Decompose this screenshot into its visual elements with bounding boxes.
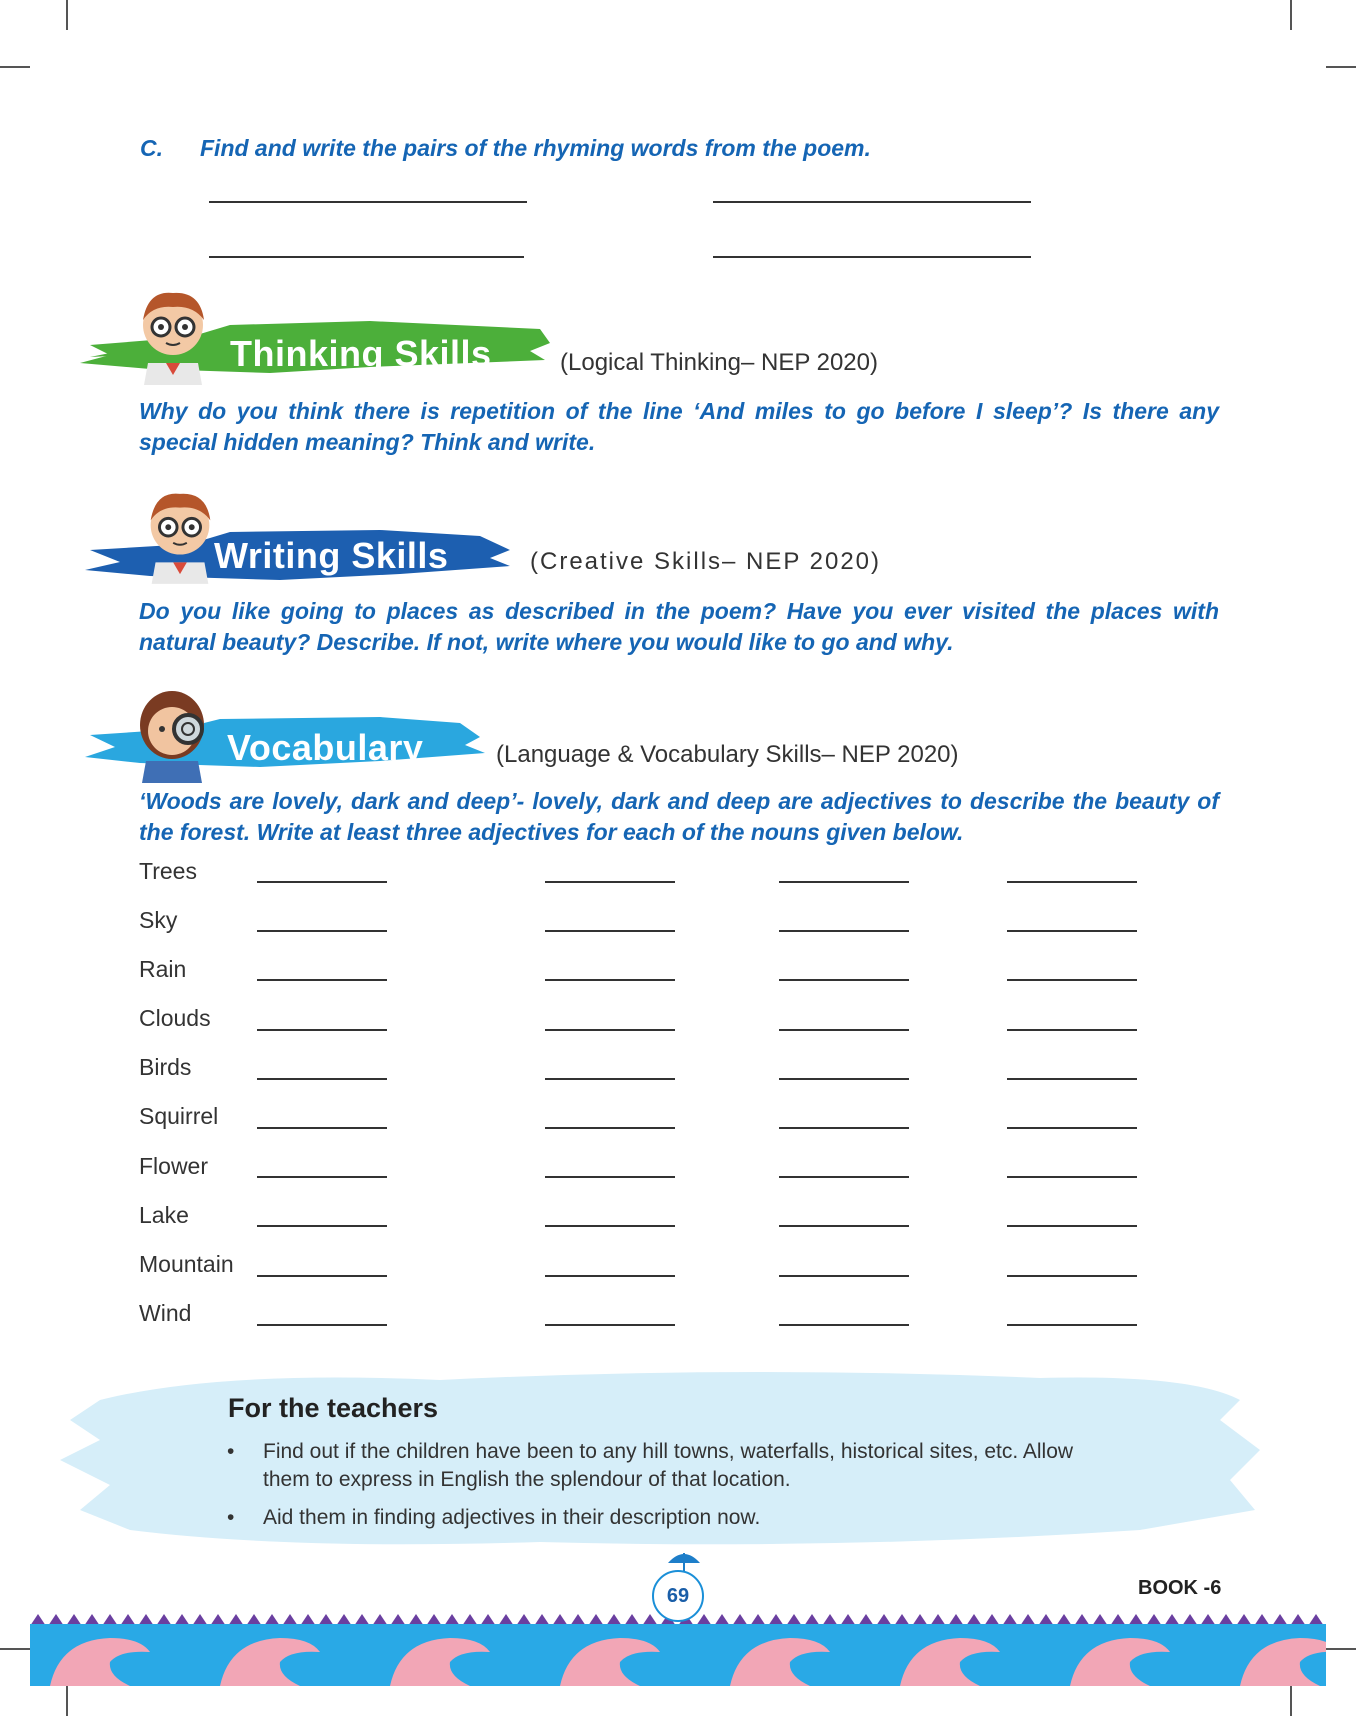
question-label: C. [140,135,163,161]
adjective-answer-line[interactable] [779,1029,909,1031]
writing-skills-title: Writing Skills [214,535,449,576]
writing-instruction: Do you like going to places as described in the poem? Have you ever visited the places with natural beauty? Describe. If not, write where you would like to go and why. [139,598,1219,655]
adjective-answer-line[interactable] [779,1324,909,1326]
adjective-answer-line[interactable] [545,1127,675,1129]
crop-mark [0,66,30,68]
adjective-answer-line[interactable] [545,1275,675,1277]
adjective-answer-line[interactable] [1007,979,1137,981]
answer-line[interactable] [209,201,527,203]
bullet-icon: • [227,1506,235,1529]
adjective-answer-line[interactable] [1007,1029,1137,1031]
noun-label: Lake [139,1202,189,1228]
adjective-answer-line[interactable] [779,1275,909,1277]
crop-mark [1326,66,1356,68]
adjective-answer-line[interactable] [1007,1225,1137,1227]
adjective-answer-line[interactable] [545,1225,675,1227]
adjective-answer-line[interactable] [779,881,909,883]
adjective-answer-line[interactable] [1007,1324,1137,1326]
bullet-icon: • [227,1440,235,1463]
adjective-answer-line[interactable] [545,930,675,932]
adjective-answer-line[interactable] [257,1078,387,1080]
adjective-answer-line[interactable] [1007,1176,1137,1178]
adjective-answer-line[interactable] [1007,1275,1137,1277]
crop-mark [66,1686,68,1716]
vocabulary-subtitle: (Language & Vocabulary Skills– NEP 2020) [496,741,959,768]
adjective-answer-line[interactable] [257,979,387,981]
answer-line[interactable] [713,201,1031,203]
page-number: 69 [652,1570,704,1622]
answer-line[interactable] [713,256,1031,258]
adjective-answer-line[interactable] [545,881,675,883]
adjective-answer-line[interactable] [1007,930,1137,932]
crop-mark [1326,1648,1356,1650]
adjective-answer-line[interactable] [257,1324,387,1326]
vocabulary-instruction: ‘Woods are lovely, dark and deep’- lovely, dark and deep are adjectives to describe the beauty of the forest. Write at least three adjectives for each of the nouns given below. [139,788,1219,845]
adjective-answer-line[interactable] [779,1225,909,1227]
vocabulary-title: Vocabulary [227,727,424,768]
girl-with-magnifier-icon [130,683,225,783]
crop-mark [1290,0,1292,30]
adjective-answer-line[interactable] [545,1176,675,1178]
noun-label: Flower [139,1153,209,1179]
crop-mark [0,1648,30,1650]
noun-label: Wind [139,1300,192,1326]
thinking-instruction: Why do you think there is repetition of the line ‘And miles to go before I sleep’? Is there any special hidden meaning? Think and write. [139,398,1219,455]
adjective-answer-line[interactable] [545,1078,675,1080]
adjective-answer-line[interactable] [1007,1127,1137,1129]
noun-label: Rain [139,956,187,982]
adjective-answer-line[interactable] [1007,881,1137,883]
adjective-answer-line[interactable] [545,979,675,981]
writing-skills-subtitle: (Creative Skills– NEP 2020) [530,548,882,575]
teachers-bullet-text: Aid them in finding adjectives in their description now. [263,1506,761,1529]
adjective-answer-line[interactable] [779,1176,909,1178]
thinking-skills-title: Thinking Skills [230,333,492,374]
adjective-answer-line[interactable] [257,881,387,883]
adjective-answer-line[interactable] [779,979,909,981]
adjective-answer-line[interactable] [779,1078,909,1080]
noun-label: Trees [139,858,197,884]
adjective-answer-line[interactable] [257,1176,387,1178]
adjective-answer-line[interactable] [545,1324,675,1326]
question-text: Find and write the pairs of the rhyming words from the poem. [200,135,871,161]
noun-label: Birds [139,1054,192,1080]
noun-label: Squirrel [139,1103,219,1129]
adjective-answer-line[interactable] [257,1225,387,1227]
teachers-note-title: For the teachers [228,1393,439,1423]
adjective-answer-line[interactable] [1007,1078,1137,1080]
teachers-bullet-text: Find out if the children have been to any hill towns, waterfalls, historical sites, etc. Allow them to express in English the splendour of that location. [263,1440,1074,1491]
adjective-answer-line[interactable] [779,930,909,932]
adjective-answer-line[interactable] [779,1127,909,1129]
book-label: BOOK -6 [1138,1577,1222,1599]
crop-mark [66,0,68,30]
boy-character-icon [136,485,224,585]
adjective-answer-line[interactable] [257,1029,387,1031]
answer-line[interactable] [209,256,524,258]
adjective-answer-line[interactable] [257,1127,387,1129]
noun-label: Sky [139,907,178,933]
crop-mark [1290,1686,1292,1716]
thinking-skills-subtitle: (Logical Thinking– NEP 2020) [560,349,878,376]
boy-character-icon [128,285,218,385]
noun-label: Clouds [139,1005,211,1031]
adjective-answer-line[interactable] [257,930,387,932]
adjective-answer-line[interactable] [545,1029,675,1031]
noun-label: Mountain [139,1251,234,1277]
adjective-answer-line[interactable] [257,1275,387,1277]
